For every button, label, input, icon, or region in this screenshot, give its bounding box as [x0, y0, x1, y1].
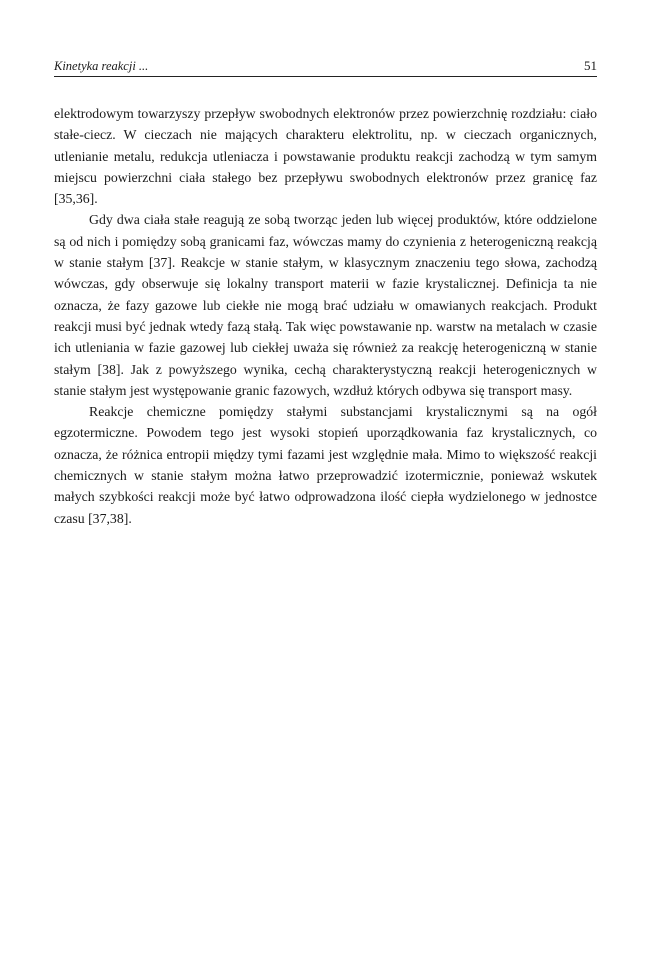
- paragraph-3: Reakcje chemiczne pomiędzy stałymi substancjami krystalicznymi są na ogół egzotermiczne. Powodem tego jest wysoki stopień uporządkowania faz krystalicznych, co oznacza, że różnica entropii między tymi fazami jest względnie mała. Mimo to większość reakcji chemicznych w stanie stałym można łatwo przeprowadzić izotermicznie, ponieważ wskutek małych szybkości reakcji może być łatwo odprowadzona ilość ciepła wydzielonego w jednostce czasu [37,38].: [54, 404, 597, 526]
- paragraph-2: Gdy dwa ciała stałe reagują ze sobą tworząc jeden lub więcej produktów, które oddzielone są od nich i pomiędzy sobą granicami faz, wówczas mamy do czynienia z heterogeniczną reakcją w stanie stałym [37]. Reakcje w stanie stałym, w klasycznym znaczeniu tego słowa, zachodzą wówczas, gdy obserwuje się lokalny transport materii w fazie krystalicznej. Definicja ta nie oznacza, że fazy gazowe lub ciekłe nie mogą brać udziału w omawianych reakcjach. Produkt reakcji musi być jednak wtedy fazą stałą. Tak więc powstawanie np. warstw na metalach w czasie ich utleniania w fazie gazowej lub ciekłej uważa się również za reakcję heterogeniczną w stanie stałym [38]. Jak z powyższego wynika, cechą charakterystyczną reakcji heterogenicznych w stanie stałym jest występowanie granic fazowych, wzdłuż których odbywa się transport masy.: [54, 212, 597, 398]
- paragraph-1: elektrodowym towarzyszy przepływ swobodnych elektronów przez powierzchnię rozdziału: ciało stałe-ciecz. W cieczach nie mających charakteru elektrolitu, np. w cieczach organicznych, utlenianie metalu, redukcja utleniacza i powstawanie produktu reakcji zachodzą w tym samym miejscu powierzchni ciała stałego bez przepływu swobodnych elektronów przez granicę faz [35,36].: [54, 106, 597, 207]
- body-text: [54, 103, 597, 529]
- running-title: Kinetyka reakcji ...: [54, 59, 149, 73]
- header-rule: [54, 76, 597, 77]
- running-header: [54, 58, 597, 76]
- page-number: 51: [584, 58, 597, 73]
